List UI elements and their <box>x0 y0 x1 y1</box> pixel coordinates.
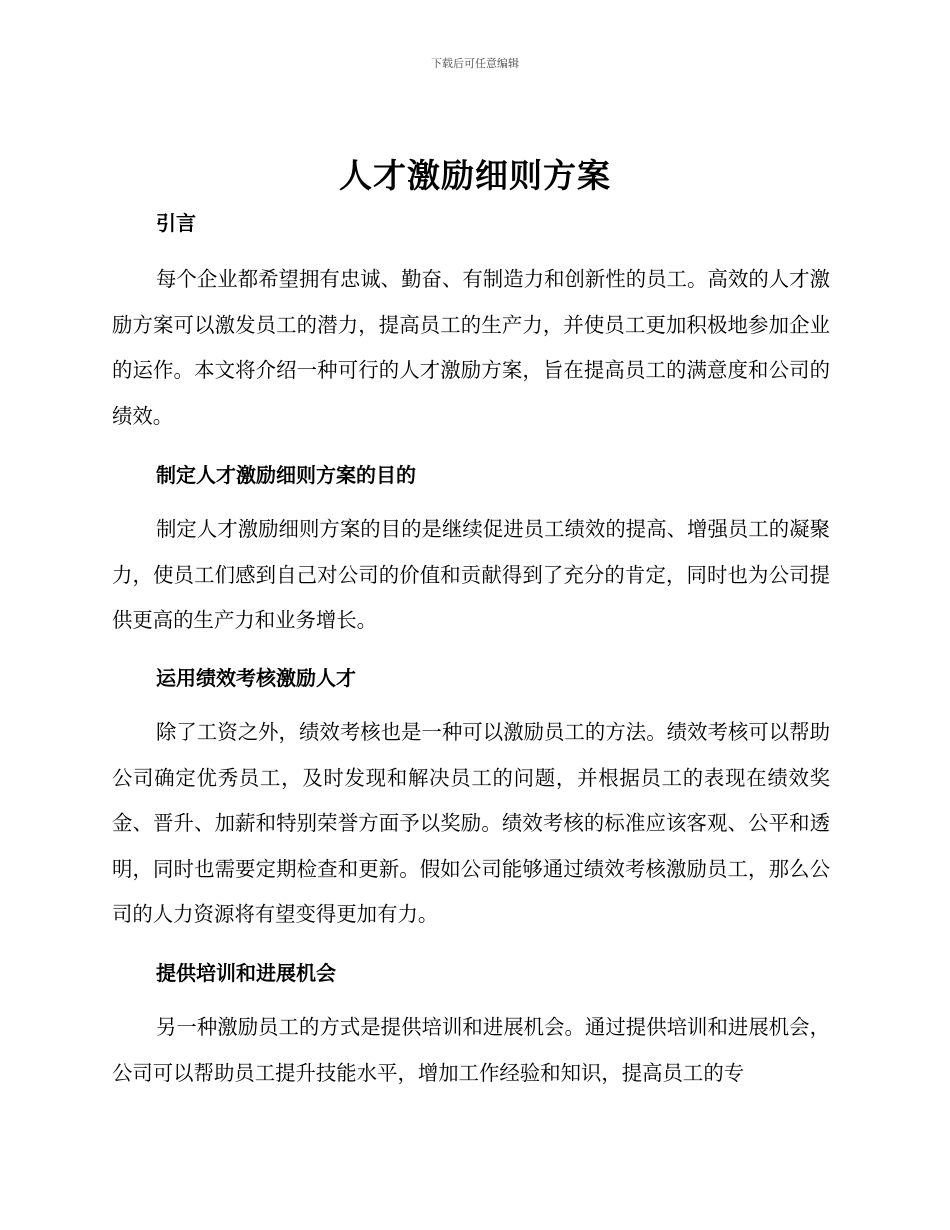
section-paragraph-goal: 制定人才激励细则方案的目的是继续促进员工绩效的提高、增强员工的凝聚力，使员工们感到自己对公司的价值和贡献得到了充分的肯定，同时也为公司提供更高的生产力和业务增长。 <box>112 517 830 632</box>
document-title: 人才激励细则方案 <box>339 156 611 195</box>
section-paragraph-intro: 每个企业都希望拥有忠诚、勤奋、有制造力和创新性的员工。高效的人才激励方案可以激发员工的潜力，提高员工的生产力，并使员工更加积极地参加企业的运作。本文将介绍一种可行的人才激励方案，旨在提高员工的满意度和公司的绩效。 <box>112 267 830 428</box>
section-heading-goal: 制定人才激励细则方案的目的 <box>156 463 416 487</box>
section-heading-intro: 引言 <box>156 211 196 235</box>
section-heading-performance: 运用绩效考核激励人才 <box>156 666 356 690</box>
header-note: 下载后可任意编辑 <box>431 57 519 70</box>
section-paragraph-training: 另一种激励员工的方式是提供培训和进展机会。通过提供培训和进展机会，公司可以帮助员工提升技能水平，增加工作经验和知识，提高员工的专 <box>112 1015 830 1085</box>
section-paragraph-performance: 除了工资之外，绩效考核也是一种可以激励员工的方法。绩效考核可以帮助公司确定优秀员工，及时发现和解决员工的问题，并根据员工的表现在绩效奖金、晋升、加薪和特别荣誉方面予以奖励。绩效考核的标准应该客观、公平和透明，同时也需要定期检查和更新。假如公司能够通过绩效考核激励员工，那么公司的人力资源将有望变得更加有力。 <box>112 720 830 926</box>
section-heading-training: 提供培训和进展机会 <box>156 961 336 985</box>
